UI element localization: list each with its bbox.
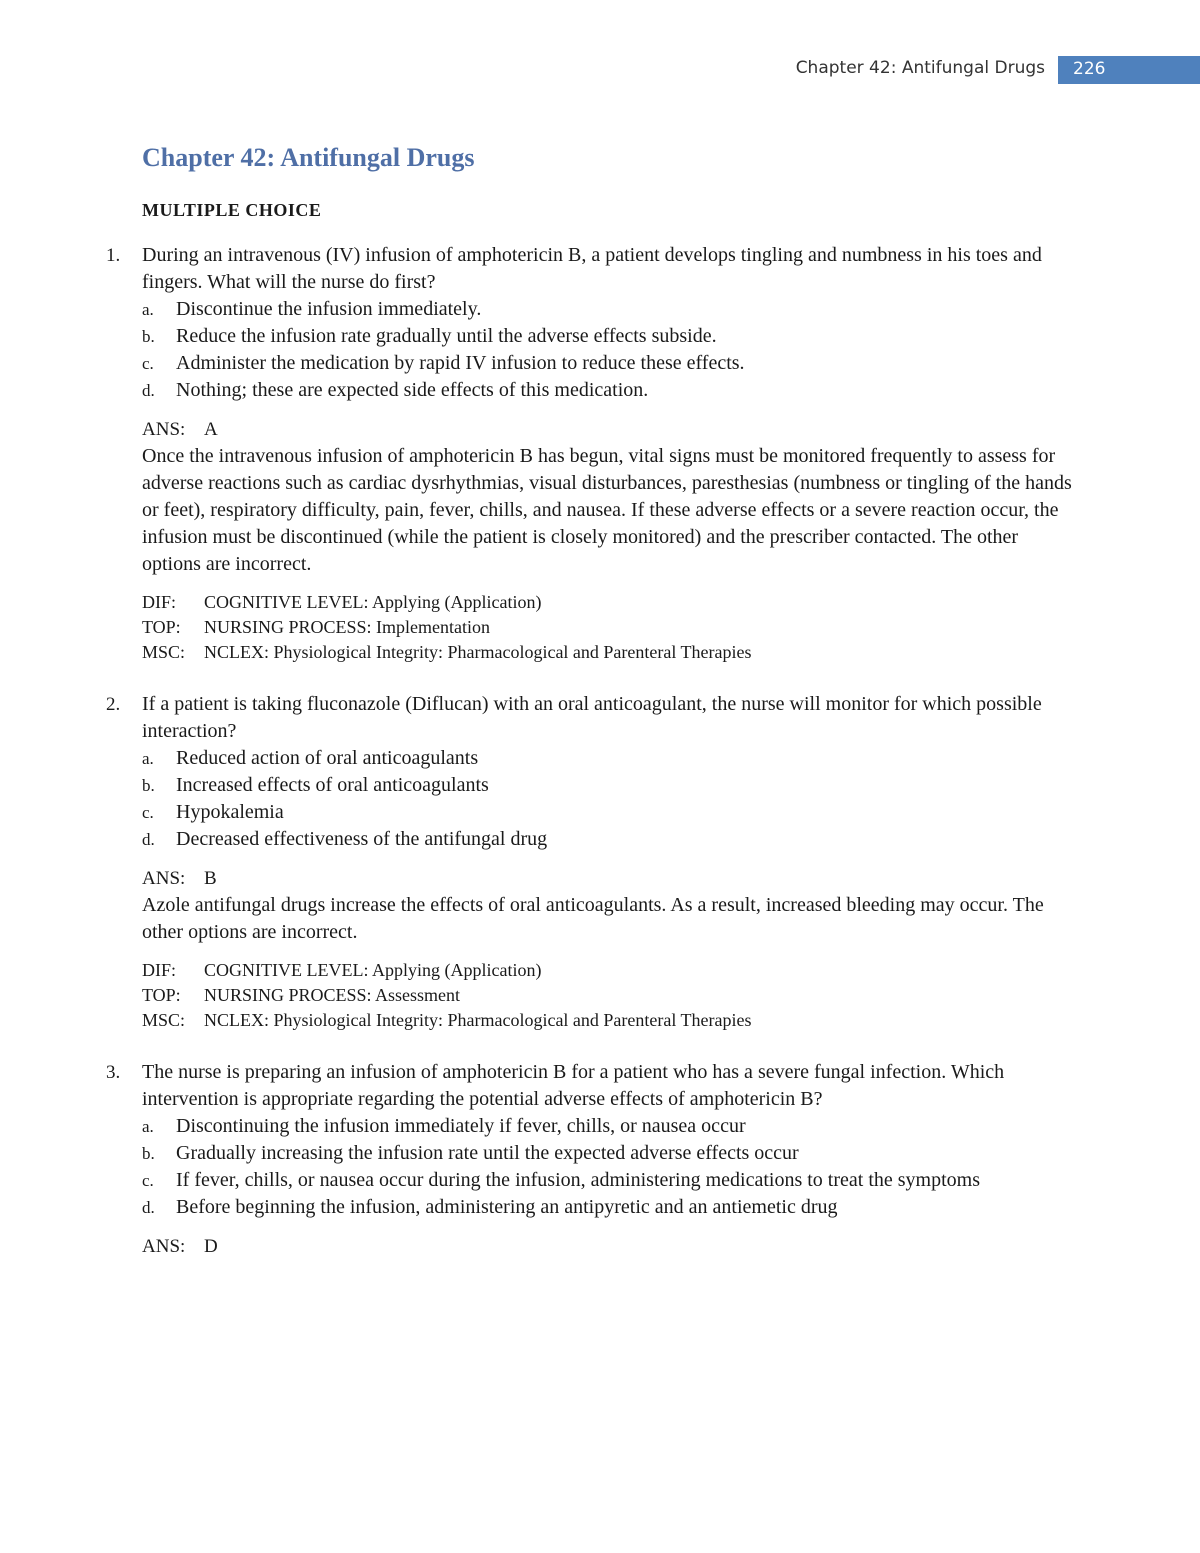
option-letter: d. bbox=[142, 381, 155, 400]
option-letter: d. bbox=[142, 1198, 155, 1217]
answer-line bbox=[142, 865, 1072, 892]
page-number: 226 bbox=[1073, 59, 1106, 79]
question-stem: If a patient is taking fluconazole (Diflucan) with an oral anticoagulant, the nurse will monitor for which possible interaction? bbox=[142, 693, 1042, 742]
question-number: 3. bbox=[106, 1062, 121, 1083]
option-b bbox=[142, 323, 1072, 350]
option-text: Increased effects of oral anticoagulants bbox=[176, 774, 489, 796]
meta-label: MSC: bbox=[142, 642, 186, 662]
question-number: 2. bbox=[106, 694, 121, 715]
answer-value: B bbox=[204, 868, 217, 889]
meta-top bbox=[142, 983, 1072, 1008]
page-number-box bbox=[1058, 56, 1200, 84]
meta-value: NURSING PROCESS: Implementation bbox=[204, 617, 491, 637]
page-header bbox=[0, 56, 1200, 86]
meta-value: NURSING PROCESS: Assessment bbox=[204, 985, 461, 1005]
option-text: Gradually increasing the infusion rate until the expected adverse effects occur bbox=[176, 1142, 799, 1164]
meta-dif bbox=[142, 958, 1072, 983]
option-a bbox=[142, 745, 1072, 772]
meta-value: COGNITIVE LEVEL: Applying (Application) bbox=[204, 960, 542, 980]
option-a bbox=[142, 296, 1072, 323]
answer-value: A bbox=[204, 419, 218, 440]
question-metadata bbox=[142, 590, 1072, 665]
option-c bbox=[142, 799, 1072, 826]
section-heading: MULTIPLE CHOICE bbox=[142, 200, 322, 220]
rationale: Azole antifungal drugs increase the effects of oral anticoagulants. As a result, increased bleeding may occur. The other options are incorrect. bbox=[142, 894, 1044, 943]
answer-label: ANS: bbox=[142, 1236, 186, 1257]
meta-top bbox=[142, 615, 1072, 640]
question-metadata bbox=[142, 958, 1072, 1033]
question-1 bbox=[106, 242, 1072, 665]
meta-label: DIF: bbox=[142, 960, 177, 980]
meta-msc bbox=[142, 640, 1072, 665]
option-d bbox=[142, 826, 1072, 853]
option-d bbox=[142, 1194, 1072, 1221]
meta-label: MSC: bbox=[142, 1010, 186, 1030]
option-letter: c. bbox=[142, 803, 154, 822]
answer-block bbox=[142, 1233, 1072, 1260]
question-2 bbox=[106, 691, 1072, 1033]
option-text: Discontinuing the infusion immediately if fever, chills, or nausea occur bbox=[176, 1115, 746, 1137]
meta-label: TOP: bbox=[142, 985, 181, 1005]
option-letter: c. bbox=[142, 1171, 154, 1190]
meta-value: NCLEX: Physiological Integrity: Pharmacological and Parenteral Therapies bbox=[204, 642, 752, 662]
question-stem: During an intravenous (IV) infusion of amphotericin B, a patient develops tingling and numbness in his toes and fingers. What will the nurse do first? bbox=[142, 244, 1042, 293]
option-letter: b. bbox=[142, 1144, 155, 1163]
page-content bbox=[106, 140, 1072, 1286]
answer-block bbox=[142, 865, 1072, 946]
option-text: Reduced action of oral anticoagulants bbox=[176, 747, 479, 769]
meta-msc bbox=[142, 1008, 1072, 1033]
meta-label: TOP: bbox=[142, 617, 181, 637]
option-letter: c. bbox=[142, 354, 154, 373]
option-letter: a. bbox=[142, 300, 154, 319]
option-d bbox=[142, 377, 1072, 404]
meta-dif bbox=[142, 590, 1072, 615]
option-text: Discontinue the infusion immediately. bbox=[176, 298, 482, 320]
option-b bbox=[142, 772, 1072, 799]
answer-label: ANS: bbox=[142, 419, 186, 440]
option-text: Nothing; these are expected side effects of this medication. bbox=[176, 379, 649, 401]
option-a bbox=[142, 1113, 1072, 1140]
option-b bbox=[142, 1140, 1072, 1167]
option-c bbox=[142, 1167, 1072, 1194]
rationale: Once the intravenous infusion of amphotericin B has begun, vital signs must be monitored frequently to assess for adverse reactions such as cardiac dysrhythmias, visual disturbances, paresthesias (numbness or tingling of the hands or feet), respiratory difficulty, pain, fever, chills, and nausea. If these adverse effects or a severe reaction occur, the infusion must be discontinued (while the patient is closely monitored) and the prescriber contacted. The other options are incorrect. bbox=[142, 445, 1072, 575]
question-number: 1. bbox=[106, 245, 121, 266]
answer-block bbox=[142, 416, 1072, 578]
option-text: Decreased effectiveness of the antifungal drug bbox=[176, 828, 548, 850]
option-text: Hypokalemia bbox=[176, 801, 284, 823]
meta-label: DIF: bbox=[142, 592, 177, 612]
meta-value: COGNITIVE LEVEL: Applying (Application) bbox=[204, 592, 542, 612]
question-stem: The nurse is preparing an infusion of amphotericin B for a patient who has a severe fungal infection. Which intervention is appropriate regarding the potential adverse effects of amphotericin B? bbox=[142, 1061, 1005, 1110]
option-text: If fever, chills, or nausea occur during the infusion, administering medications to treat the symptoms bbox=[176, 1169, 980, 1191]
option-c bbox=[142, 350, 1072, 377]
option-letter: d. bbox=[142, 830, 155, 849]
option-letter: a. bbox=[142, 749, 154, 768]
chapter-title: Chapter 42: Antifungal Drugs bbox=[142, 143, 475, 172]
option-text: Before beginning the infusion, administering an antipyretic and an antiemetic drug bbox=[176, 1196, 838, 1218]
option-letter: a. bbox=[142, 1117, 154, 1136]
answer-line bbox=[142, 416, 1072, 443]
option-letter: b. bbox=[142, 776, 155, 795]
option-text: Reduce the infusion rate gradually until the adverse effects subside. bbox=[176, 325, 717, 347]
meta-value: NCLEX: Physiological Integrity: Pharmacological and Parenteral Therapies bbox=[204, 1010, 752, 1030]
option-text: Administer the medication by rapid IV infusion to reduce these effects. bbox=[176, 352, 745, 374]
question-3 bbox=[106, 1059, 1072, 1260]
running-header-title: Chapter 42: Antifungal Drugs bbox=[795, 58, 1045, 78]
option-letter: b. bbox=[142, 327, 155, 346]
answer-label: ANS: bbox=[142, 868, 186, 889]
answer-value: D bbox=[204, 1236, 218, 1257]
answer-line bbox=[142, 1233, 1072, 1260]
